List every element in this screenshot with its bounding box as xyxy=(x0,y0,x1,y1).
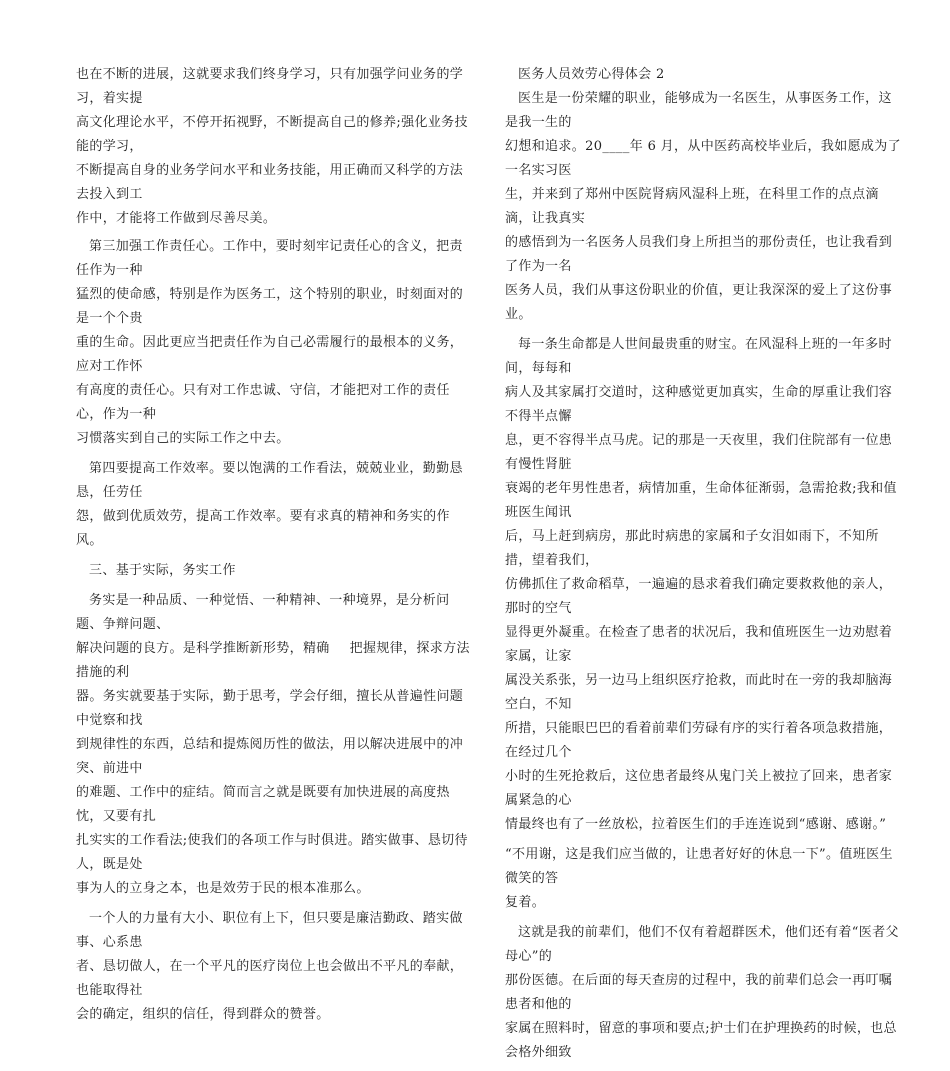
text-line: 仿佛抓住了救命稻草，一遍遍的恳求着我们确定要救救他的亲人，那时的空气 xyxy=(505,577,893,616)
text-line: 器。务实就要基于实际，勤于思考，学会仔细，擅长从普遍性问题中觉察和找 xyxy=(76,689,464,728)
text-line: 息，更不容得半点马虎。记的那是一天夜里，我们住院部有一位患有慢性肾脏 xyxy=(505,433,893,472)
text-line: 医生是一份荣耀的职业，能够成为一名医生，从事医务工作，这是我一生的 xyxy=(505,91,892,130)
text-line: 小时的生死抢救后，这位患者最终从鬼门关上被拉了回来，患者家属紧急的心 xyxy=(505,769,893,808)
text-line: 所措，只能眼巴巴的看着前辈们劳碌有序的实行着各项急救措施，在经过几个 xyxy=(505,721,893,760)
text-line: 作中，才能将工作做到尽善尽美。 xyxy=(76,211,277,226)
text-line: 病人及其家属打交道时，这种感觉更加真实，生命的厚重让我们容不得半点懈 xyxy=(505,385,893,424)
text-line: 每一条生命都是人世间最贵重的财宝。在风湿科上班的一年多时间，每每和 xyxy=(505,337,892,376)
left-paragraph-1 xyxy=(76,63,476,231)
text-line: 属没关系张，另一边马上组织医疗抢救，而此时在一旁的我却脑海空白，不知 xyxy=(505,673,893,712)
text-line: 务实是一种品质、一种觉悟、一种精神、一种境界，是分析问题、争辩问题、 xyxy=(76,593,450,632)
text-line: 医务人员，我们从事这份职业的价值，更让我深深的爱上了这份事业。 xyxy=(505,283,893,322)
text-line: 的感悟到为一名医务人员我们身上所担当的那份责任，也让我看到了作为一名 xyxy=(505,235,893,274)
text-line: 生，并来到了郑州中医院肾病风湿科上班，在科里工作的点点滴滴，让我真实 xyxy=(505,187,879,226)
text-line: 那份医德。在后面的每天查房的过程中，我的前辈们总会一再叮嘱患者和他的 xyxy=(505,973,893,1012)
text-line: 第三加强工作责任心。工作中，要时刻牢记责任心的含义，把责任作为一种 xyxy=(76,239,463,278)
text-line: 到规律性的东西，总结和提炼阅历性的做法，用以解决进展中的冲突、前进中 xyxy=(76,737,464,776)
text-line: 复着。 xyxy=(505,895,546,910)
text-line: 衰竭的老年男性患者，病情加重，生命体征渐弱，急需抢救;我和值班医生闻讯 xyxy=(505,481,897,520)
text-line: 者、恳切做人，在一个平凡的医疗岗位上也会做出不平凡的奉献，也能取得社 xyxy=(76,959,464,998)
text-line: 一个人的力量有大小、职位有上下，但只要是廉洁勤政、踏实做事、心系患 xyxy=(76,911,463,950)
text-line: 习惯落实到自己的实际工作之中去。 xyxy=(76,431,290,446)
text-line: 情最终也有了一丝放松，拉着医生们的手连连说到“感谢、感谢。” xyxy=(505,817,887,832)
text-line: 第四要提高工作效率。要以饱满的工作看法，兢兢业业，勤勤恳恳，任劳任 xyxy=(76,461,463,500)
right-column xyxy=(505,63,905,1071)
text-line: 事为人的立身之本，也是效劳于民的根本准那么。 xyxy=(76,881,370,896)
right-paragraph-3 xyxy=(505,843,905,915)
left-paragraph-2 xyxy=(76,235,476,451)
text-line: 不断提高自身的业务学问水平和业务技能，用正确而又科学的方法去投入到工 xyxy=(76,163,464,202)
text-line: 幻想和追求。20____年 6 月，从中医药高校毕业后，我如愿成为了一名实习医 xyxy=(505,139,901,178)
text-line: 把握规律，探求方法措施的利 xyxy=(76,641,470,680)
text-line: 重的生命。因此更应当把责任作为自己必需履行的最根本的义务，应对工作怀 xyxy=(76,335,464,374)
text-line: 高文化理论水平，不停开拓视野，不断提高自己的修养;强化业务技能的学习， xyxy=(76,115,468,154)
left-paragraph-5 xyxy=(76,907,476,1027)
right-paragraph-4 xyxy=(505,921,905,1065)
text-line: 有高度的责任心。只有对工作忠诚、守信，才能把对工作的责任心，作为一种 xyxy=(76,383,450,422)
text-line: 会的确定，组织的信任，得到群众的赞誉。 xyxy=(76,1007,330,1022)
text-line: 怨，做到优质效劳，提高工作效率。要有求真的精神和务实的作风。 xyxy=(76,509,450,548)
section-title xyxy=(505,63,905,87)
text-line: 家属在照料时，留意的事项和要点;护士们在护理换药的时候，也总会格外细致 xyxy=(505,1021,897,1060)
right-paragraph-2 xyxy=(505,333,905,837)
text-line: 这就是我的前辈们，他们不仅有着超群医术，他们还有着“医者父母心”的 xyxy=(505,925,899,964)
text-line: 显得更外凝重。在检查了患者的状况后，我和值班医生一边劝慰着家属，让家 xyxy=(505,625,893,664)
left-column xyxy=(76,63,476,1033)
section-heading xyxy=(76,559,476,583)
section-title-text: 医务人员效劳心得体会 2 xyxy=(518,67,665,82)
right-paragraph-1 xyxy=(505,87,905,327)
text-line: 的难题、工作中的症结。简而言之就是既要有加快进展的高度热忱，又要有扎 xyxy=(76,785,450,824)
text-line: 后，马上赶到病房，那此时病患的家属和子女泪如雨下，不知所措，望着我们， xyxy=(505,529,879,568)
text-line: 猛烈的使命感，特别是作为医务工，这个特别的职业，时刻面对的是一个个贵 xyxy=(76,287,464,326)
text-line: 解决问题的良方。是科学推断新形势，精确 xyxy=(76,641,330,656)
text-line: 也在不断的进展，这就要求我们终身学习，只有加强学问业务的学习，着实提 xyxy=(76,67,464,106)
left-paragraph-3 xyxy=(76,457,476,553)
text-line: 扎实实的工作看法;使我们的各项工作与时俱进。踏实做事、恳切待人，既是处 xyxy=(76,833,468,872)
text-line: 三、基于实际，务实工作 xyxy=(89,563,236,578)
text-line: “不用谢，这是我们应当做的，让患者好好的休息一下”。值班医生微笑的答 xyxy=(505,847,893,886)
left-paragraph-4 xyxy=(76,589,476,901)
